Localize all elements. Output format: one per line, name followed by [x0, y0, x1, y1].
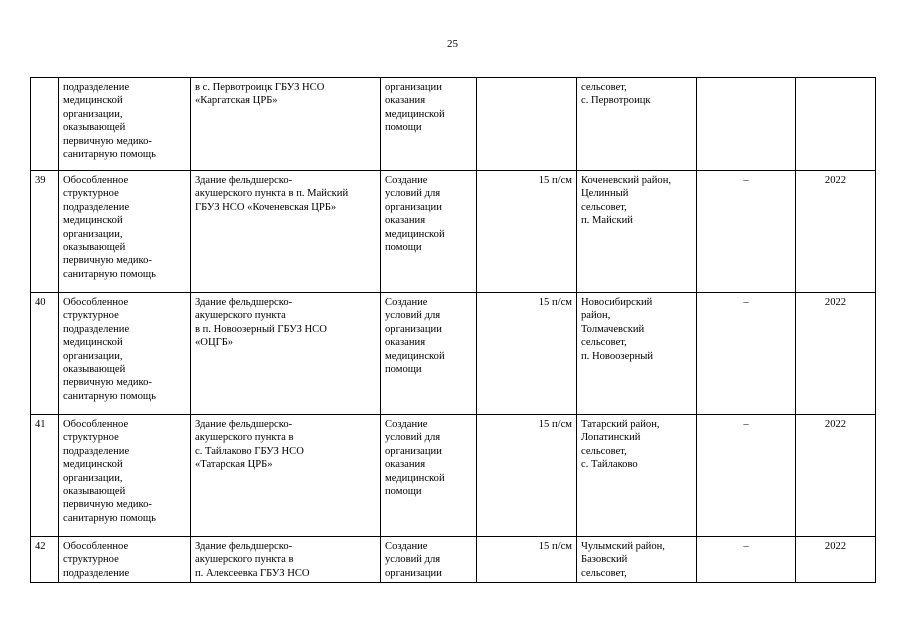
page-number: 25: [447, 38, 458, 50]
object-col7: –: [697, 171, 796, 293]
object-capacity: 15 п/см: [477, 537, 577, 583]
object-year: 2022: [796, 415, 876, 537]
object-col7: –: [697, 415, 796, 537]
object-name: Обособленное структурное подразделение медицинской организации, оказывающей первичную медико- санитарную помощь: [59, 171, 191, 293]
object-year: [796, 78, 876, 171]
table-row: [31, 537, 876, 583]
object-year: 2022: [796, 171, 876, 293]
object-capacity: 15 п/см: [477, 293, 577, 415]
object-name: Обособленное структурное подразделение медицинской организации, оказывающей первичную медико- санитарную помощь: [59, 415, 191, 537]
object-capacity: 15 п/см: [477, 171, 577, 293]
object-purpose: Создание условий для организации оказания медицинской помощи: [381, 415, 477, 537]
object-description: Здание фельдшерско- акушерского пункта в п. Алексеевка ГБУЗ НСО: [191, 537, 381, 583]
row-number: 42: [31, 537, 59, 583]
table-row: [31, 171, 876, 293]
object-location: Коченевский район, Целинный сельсовет, п. Майский: [577, 171, 697, 293]
object-description: Здание фельдшерско- акушерского пункта в с. Тайлаково ГБУЗ НСО «Татарская ЦРБ»: [191, 415, 381, 537]
object-description: Здание фельдшерско- акушерского пункта в п. Новоозерный ГБУЗ НСО «ОЦГБ»: [191, 293, 381, 415]
object-name: Обособленное структурное подразделение: [59, 537, 191, 583]
object-purpose: Создание условий для организации: [381, 537, 477, 583]
row-number: 40: [31, 293, 59, 415]
object-capacity: [477, 78, 577, 171]
object-description: в с. Первотроицк ГБУЗ НСО «Каргатская ЦРБ»: [191, 78, 381, 171]
object-name: подразделение медицинской организации, оказывающей первичную медико- санитарную помощь: [59, 78, 191, 171]
object-col7: [697, 78, 796, 171]
objects-table: [30, 77, 876, 583]
object-purpose: организации оказания медицинской помощи: [381, 78, 477, 171]
object-capacity: 15 п/см: [477, 415, 577, 537]
table-row: [31, 78, 876, 171]
object-name: Обособленное структурное подразделение медицинской организации, оказывающей первичную медико- санитарную помощь: [59, 293, 191, 415]
object-col7: –: [697, 293, 796, 415]
object-location: Чулымский район, Базовский сельсовет,: [577, 537, 697, 583]
object-location: Татарский район, Лопатинский сельсовет, с. Тайлаково: [577, 415, 697, 537]
row-number: 39: [31, 171, 59, 293]
object-col7: –: [697, 537, 796, 583]
object-location: сельсовет, с. Первотроицк: [577, 78, 697, 171]
object-purpose: Создание условий для организации оказания медицинской помощи: [381, 171, 477, 293]
object-year: 2022: [796, 537, 876, 583]
object-location: Новосибирский район, Толмачевский сельсовет, п. Новоозерный: [577, 293, 697, 415]
table-row: [31, 415, 876, 537]
object-description: Здание фельдшерско- акушерского пункта в п. Майский ГБУЗ НСО «Коченевская ЦРБ»: [191, 171, 381, 293]
row-number: 41: [31, 415, 59, 537]
object-purpose: Создание условий для организации оказания медицинской помощи: [381, 293, 477, 415]
table-row: [31, 293, 876, 415]
row-number: [31, 78, 59, 171]
object-year: 2022: [796, 293, 876, 415]
